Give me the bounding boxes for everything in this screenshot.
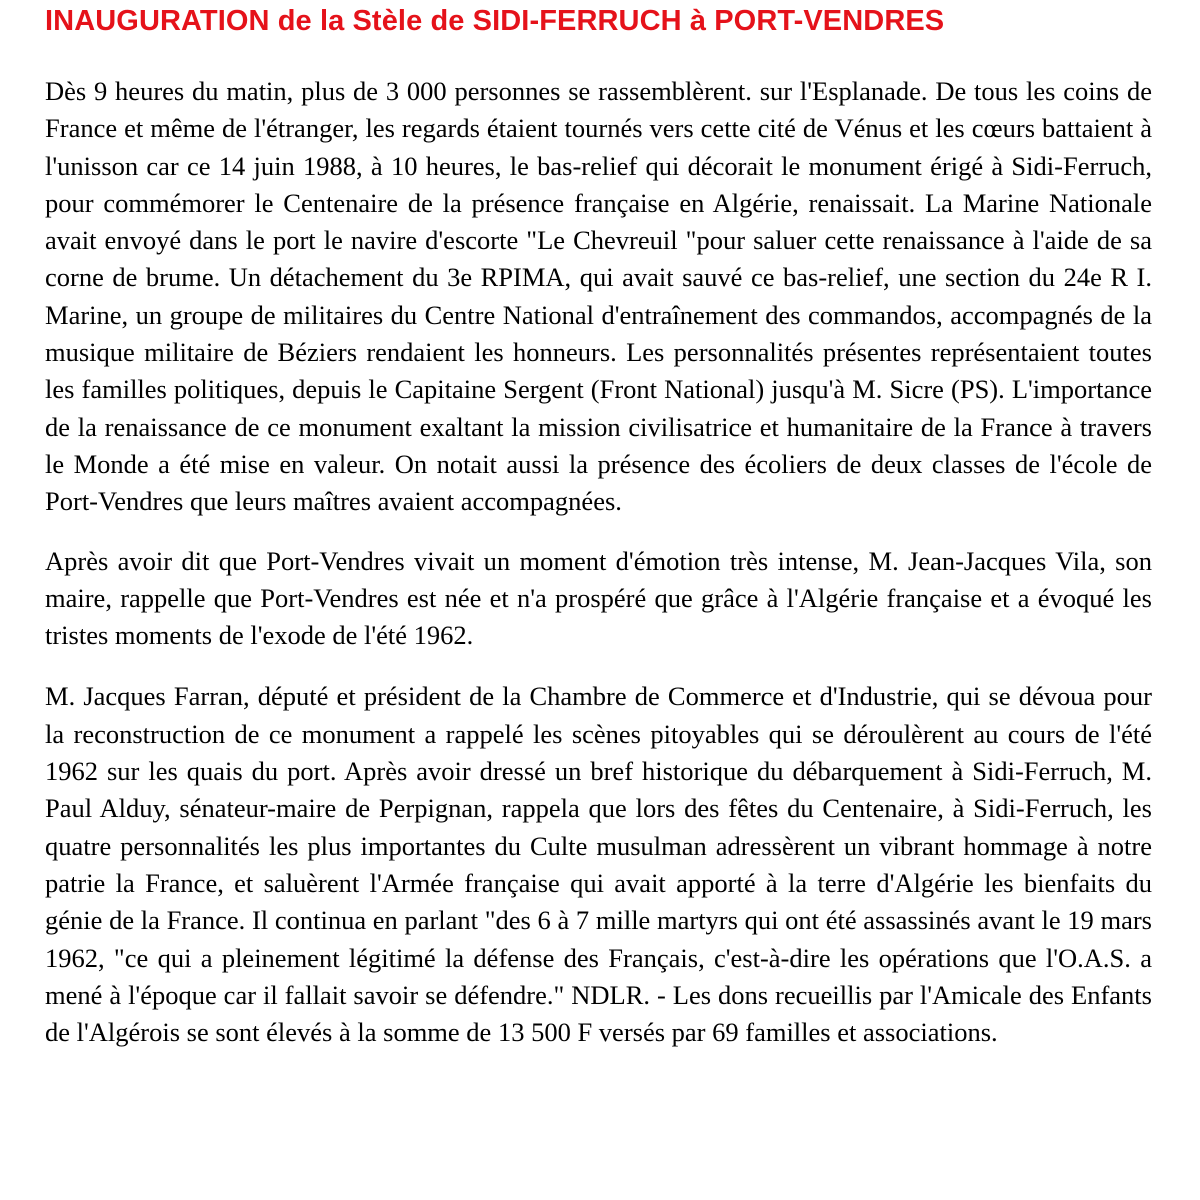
paragraph-deputy-speech: M. Jacques Farran, député et président de la Chambre de Commerce et d'Industrie, qui se dévoua pour la reconstruction de ce monument a rappelé les scènes pitoyables qui se déroulèrent au cours de l'été 1962 sur les quais du port. Après avoir dressé un bref historique du débarquement à Sidi-Ferruch, M. Paul Alduy, sénateur-maire de Perpignan, rappela que lors des fêtes du Centenaire, à Sidi-Ferruch, les quatre personnalités les plus importantes du Culte musulman adressèrent un vibrant hommage à notre patrie la France, et saluèrent l'Armée française qui avait apporté à la terre d'Algérie les bienfaits du génie de la France. Il continua en parlant "des 6 à 7 mille martyrs qui ont été assassinés avant le 19 mars 1962, "ce qui a pleinement légitimé la défense des Français, c'est-à-dire les opérations que l'O.A.S. a mené à l'époque car il fallait savoir se défendre." NDLR. - Les dons recueillis par l'Amicale des Enfants de l'Algérois se sont élevés à la somme de 13 500 F versés par 69 familles et associations. <box>45 681 1152 1048</box>
paragraph-inauguration-ceremony: Dès 9 heures du matin, plus de 3 000 personnes se rassemblèrent. sur l'Esplanade. De tous les coins de France et même de l'étranger, les regards étaient tournés vers cette cité de Vénus et les cœurs battaient à l'unisson car ce 14 juin 1988, à 10 heures, le bas-relief qui décorait le monument érigé à Sidi-Ferruch, pour commémorer le Centenaire de la présence française en Algérie, renaissait. La Marine Nationale avait envoyé dans le port le navire d'escorte "Le Chevreuil "pour saluer cette renaissance à l'aide de sa corne de brume. Un détachement du 3e RPIMA, qui avait sauvé ce bas-relief, une section du 24e R I. Marine, un groupe de militaires du Centre National d'entraînement des commandos, accompagnés de la musique militaire de Béziers rendaient les honneurs. Les personnalités présentes représentaient toutes les familles politiques, depuis le Capitaine Sergent (Front National) jusqu'à M. Sicre (PS). L'importance de la renaissance de ce monument exaltant la mission civilisatrice et humanitaire de la France à travers le Monde a été mise en valeur. On notait aussi la présence des écoliers de deux classes de l'école de Port-Vendres que leurs maîtres avaient accompagnées. <box>45 76 1152 517</box>
paragraph-mayor-speech: Après avoir dit que Port-Vendres vivait un moment d'émotion très intense, M. Jean-Jacques Vila, son maire, rappelle que Port-Vendres est née et n'a prospéré que grâce à l'Algérie française et a évoqué les tristes moments de l'exode de l'été 1962. <box>45 545 1152 651</box>
document-title: INAUGURATION de la Stèle de SIDI-FERRUCH à PORT-VENDRES <box>45 5 945 37</box>
article-body <box>45 73 1152 1051</box>
